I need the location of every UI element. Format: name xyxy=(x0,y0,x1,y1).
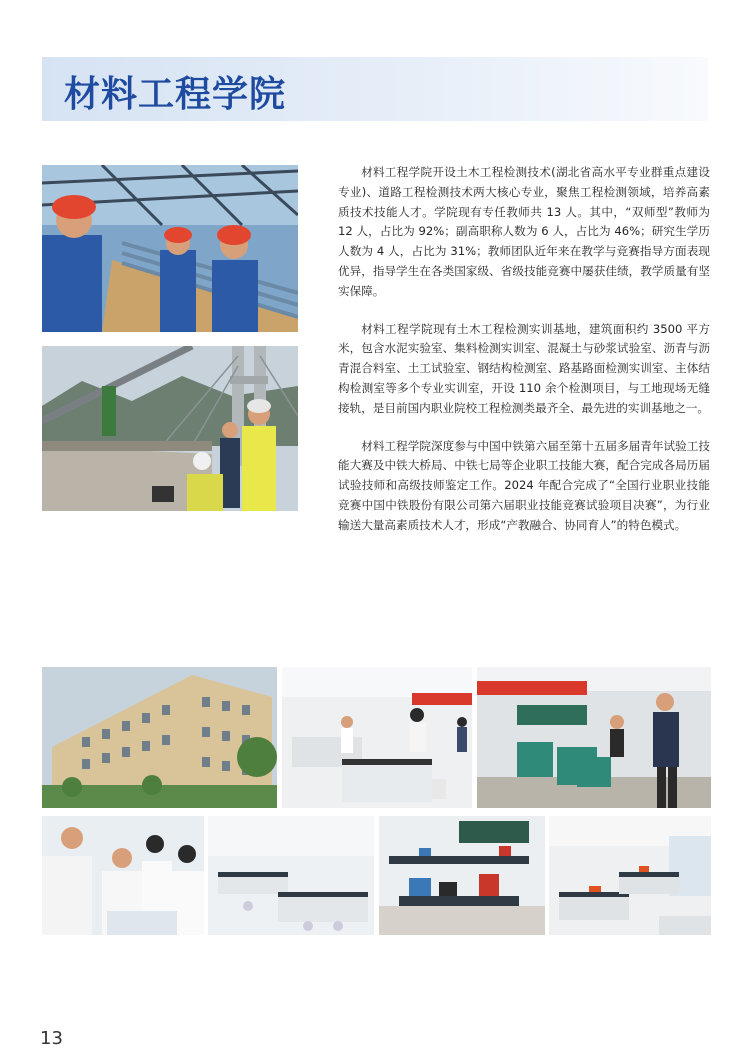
photo-teachers-experiment xyxy=(42,816,204,935)
photo-bridge-workers xyxy=(42,165,298,332)
photo-lab-benches xyxy=(208,816,374,935)
photo-campus-building xyxy=(42,667,277,808)
paragraph-training-base: 材料工程学院现有土木工程检测实训基地，建筑面积约 3500 平方米，包含水泥实验室、集料检测实训室、混凝土与砂浆试验室、沥青与沥青混合料室、土工试验室、钢结构检测室、路基路面检测实训室、主体结构检测室等多个专业实训室，开设 110 余个检测项目，与工地现场无缝接轨，是目前国内职业院校工程检测类最齐全、最先进的实训基地之一。 xyxy=(338,321,710,415)
photo-bridge-inspection xyxy=(42,346,298,511)
title-banner xyxy=(42,57,708,121)
photo-lab-instruments xyxy=(379,816,545,935)
page-title: 材料工程学院 xyxy=(64,74,287,115)
photo-lab-room xyxy=(549,816,711,935)
paragraph-faculty: 材料工程学院开设土木工程检测技术(湖北省高水平专业群重点建设专业)、道路工程检测技术两大核心专业，聚焦工程检测领域，培养高素质技术技能人才。学院现有专任教师共 13 人。其中，“双师型”教师为 12 人，占比为 92%；副高职称人数为 6 人，占比为 46%；研究生学历人数为 4 人，占比为 31%；教师团队近年来在教学与竞赛指导方面表现优异，指导学生在各类国家级、省级技能竞赛中屡获佳绩，教学质量有坚实保障。 xyxy=(338,165,710,298)
body-text xyxy=(338,163,710,554)
photo-lab-students xyxy=(282,667,472,808)
photo-testing-equipment xyxy=(477,667,711,808)
page-number: 13 xyxy=(40,1028,63,1049)
paragraph-competitions: 材料工程学院深度参与中国中铁第六届至第十五届多届青年试验工技能大赛及中铁大桥局、中铁七局等企业职工技能大赛，配合完成各局历届试验技师和高级技师鉴定工作。2024 年配合完成了“全国行业职业技能竞赛中国中铁股份有限公司第六届职业技能竞赛试验项目决赛”，为行业输送大量高素质技术人才，形成“产教融合、协同育人”的特色模式。 xyxy=(338,438,710,532)
